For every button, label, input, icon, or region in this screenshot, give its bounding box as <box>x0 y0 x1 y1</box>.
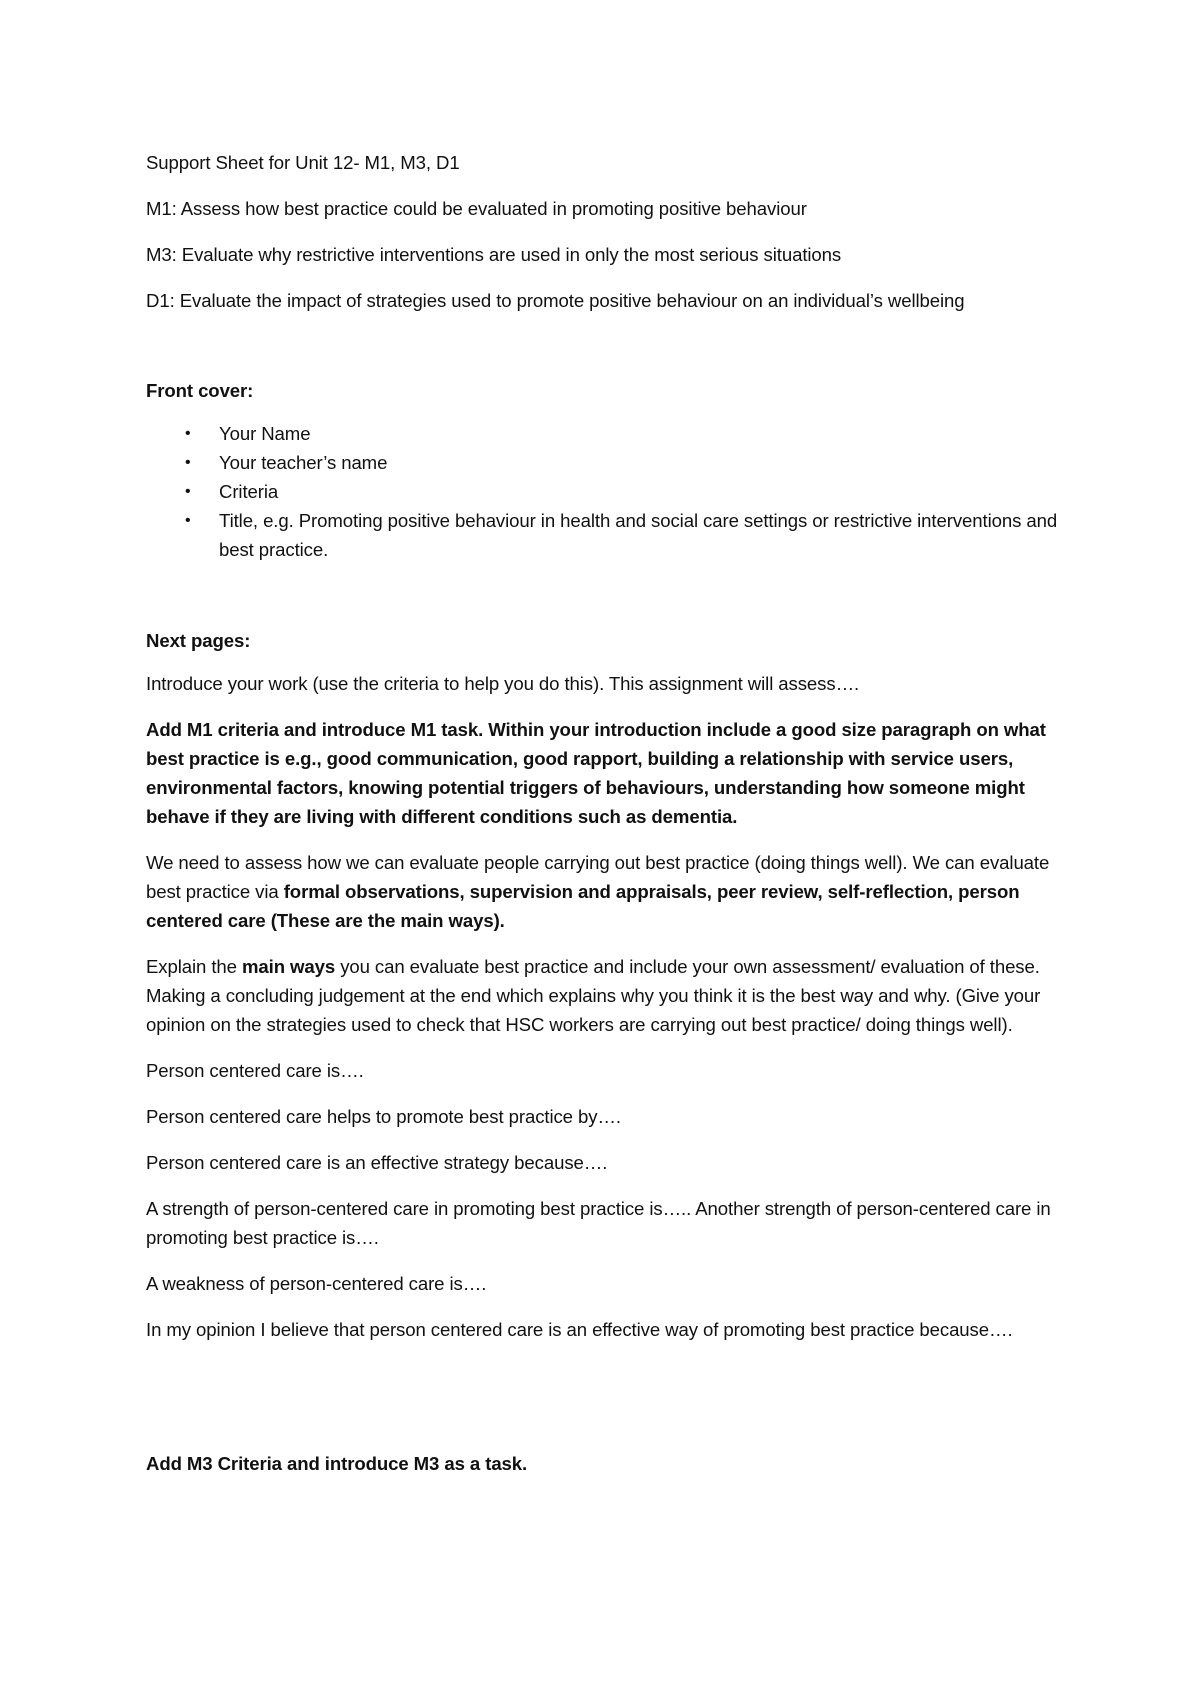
list-item-text: Title, e.g. Promoting positive behaviour in health and social care settings or restrictive interventions and best practice. <box>219 510 1058 560</box>
document-title: Support Sheet for Unit 12- M1, M3, D1 <box>146 152 460 173</box>
list-item-text: Your Name <box>219 423 311 444</box>
criteria-d1: D1: Evaluate the impact of strategies used to promote positive behaviour on an individual’s wellbeing <box>146 290 965 311</box>
prompt-line: A weakness of person-centered care is…. <box>146 1273 487 1294</box>
explain-text-end: you can evaluate best practice and include your own assessment/ evaluation of these. Making a concluding judgement at the end which explains why you think it is the best way and why. (Give your opinion on the strategies used to check that HSC workers are carrying out best practice/ doing things well). <box>146 956 1041 1035</box>
list-item <box>146 448 1066 477</box>
next-pages-heading: Next pages: <box>146 630 251 651</box>
explain-bold-text: main ways <box>241 956 336 977</box>
list-item-text: Criteria <box>219 481 279 502</box>
bullet-icon: • <box>185 483 191 500</box>
bullet-icon: • <box>185 512 191 529</box>
intro-paragraph: Introduce your work (use the criteria to help you do this). This assignment will assess…. <box>146 673 860 694</box>
spacer <box>146 332 1066 376</box>
criteria-m3: M3: Evaluate why restrictive interventions are used in only the most serious situations <box>146 244 842 265</box>
front-cover-heading: Front cover: <box>146 380 254 401</box>
prompt-line: A strength of person-centered care in promoting best practice is….. Another strength of person-centered care in promoting best practice is…. <box>146 1198 1051 1248</box>
explain-paragraph <box>146 952 1066 1039</box>
prompt-line: Person centered care is an effective strategy because…. <box>146 1152 608 1173</box>
prompt-line: Person centered care is…. <box>146 1060 364 1081</box>
spacer <box>146 564 1066 626</box>
m3-task-paragraph: Add M3 Criteria and introduce M3 as a task. <box>146 1453 528 1474</box>
list-item <box>146 419 1066 448</box>
document-body <box>146 148 1066 1495</box>
front-cover-list <box>146 419 1066 564</box>
list-item <box>146 506 1066 564</box>
prompt-line: In my opinion I believe that person centered care is an effective way of promoting best practice because…. <box>146 1319 1013 1340</box>
bullet-icon: • <box>185 454 191 471</box>
criteria-m1: M1: Assess how best practice could be evaluated in promoting positive behaviour <box>146 198 807 219</box>
explain-text-start: Explain the <box>146 956 242 977</box>
assess-text: We need to assess how we can evaluate people carrying out best practice (doing things well). We can evaluate best practice via <box>146 852 1050 902</box>
assess-bold-text: formal observations, supervision and appraisals, peer review, self-reflection, person centered care (These are the main ways). <box>146 881 1020 931</box>
assess-paragraph <box>146 848 1066 935</box>
m1-task-paragraph: Add M1 criteria and introduce M1 task. Within your introduction include a good size paragraph on what best practice is e.g., good communication, good rapport, building a relationship with service users, environmental factors, knowing potential triggers of behaviours, understanding how someone might behave if they are living with different conditions such as dementia. <box>146 719 1046 827</box>
prompt-line: Person centered care helps to promote best practice by…. <box>146 1106 621 1127</box>
list-item <box>146 477 1066 506</box>
list-item-text: Your teacher’s name <box>219 452 388 473</box>
bullet-icon: • <box>185 425 191 442</box>
spacer <box>146 1361 1066 1449</box>
